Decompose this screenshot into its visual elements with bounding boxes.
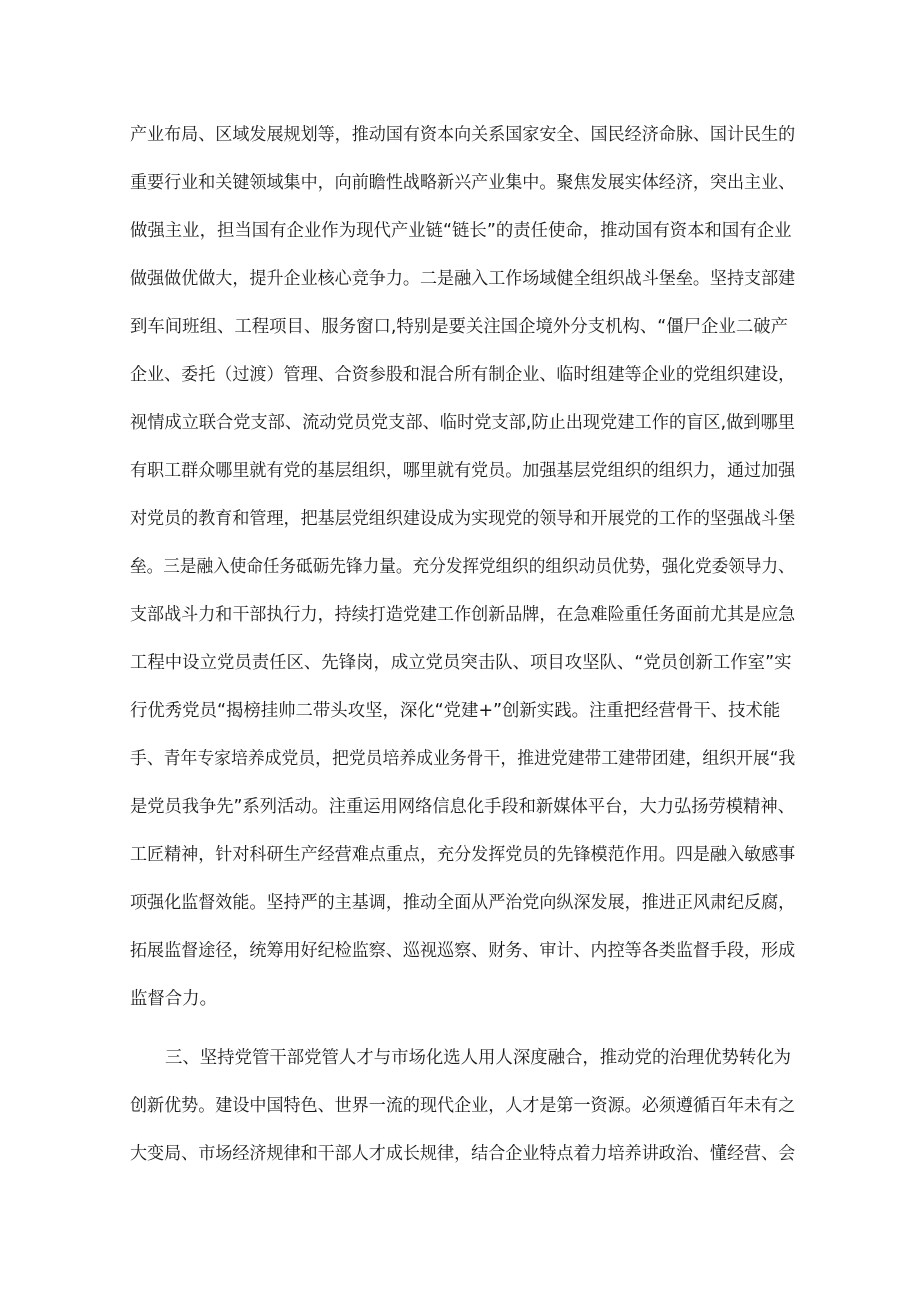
text-line: 项强化监督效能。坚持严的主基调，推动全面从严治党向纵深发展，推进正风肃纪反腐， xyxy=(130,893,796,913)
text-line: 有职工群众哪里就有党的基层组织，哪里就有党员。加强基层党组织的组织力，通过加强 xyxy=(130,461,796,481)
text-line: 做强做优做大，提升企业核心竞争力。二是融入工作场域健全组织战斗堡垒。坚持支部建 xyxy=(130,269,796,289)
text-line: 行优秀党员“揭榜挂帅二带头攻坚，深化“党建+”创新实践。注重把经营骨干、技术能 xyxy=(130,701,781,721)
text-line: 做强主业，担当国有企业作为现代产业链“链长”的责任使命，推动国有资本和国有企业 xyxy=(130,221,792,241)
text-line: 创新优势。建设中国特色、世界一流的现代企业，人才是第一资源。必须遵循百年未有之 xyxy=(130,1096,796,1116)
text-line: 三、坚持党管干部党管人才与市场化选人用人深度融合，推动党的治理优势转化为 xyxy=(165,1048,792,1068)
text-line: 工程中设立党员责任区、先锋岗，成立党员突击队、项目攻坚队、“党员创新工作室”实 xyxy=(130,653,792,673)
text-line: 是党员我争先”系列活动。注重运用网络信息化手段和新媒体平台，大力弘扬劳模精神、 xyxy=(130,797,795,817)
text-line: 支部战斗力和干部执行力，持续打造党建工作创新品牌，在急难险重任务面前尤其是应急 xyxy=(130,605,796,625)
text-line: 手、青年专家培养成党员，把党员培养成业务骨干，推进党建带工建带团建，组织开展“我 xyxy=(130,749,796,769)
text-line: 大变局、市场经济规律和干部人才成长规律，结合企业特点着力培养讲政治、懂经营、会 xyxy=(130,1144,796,1164)
text-line: 垒。三是融入使命任务砥砺先锋力量。充分发挥党组织的组织动员优势，强化党委领导力、 xyxy=(130,557,795,577)
text-line: 视情成立联合党支部、流动党员党支部、临时党支部,防止出现党建工作的盲区,做到哪里 xyxy=(130,413,795,433)
text-line: 拓展监督途径，统筹用好纪检监察、巡视巡察、财务、审计、内控等各类监督手段，形成 xyxy=(130,941,796,961)
text-line: 工匠精神，针对科研生产经营难点重点，充分发挥党员的先锋模范作用。四是融入敏感事 xyxy=(130,845,796,865)
text-line: 产业布局、区域发展规划等，推动国有资本向关系国家安全、国民经济命脉、国计民生的 xyxy=(130,125,796,145)
text-line: 企业、委托（过渡）管理、合资参股和混合所有制企业、临时组建等企业的党组织建设， xyxy=(130,365,796,385)
text-line: 重要行业和关键领域集中，向前瞻性战略新兴产业集中。聚焦发展实体经济，突出主业、 xyxy=(130,173,796,193)
text-line: 监督合力。 xyxy=(130,989,217,1009)
text-line: 对党员的教育和管理，把基层党组织建设成为实现党的领导和开展党的工作的坚强战斗堡 xyxy=(130,509,796,529)
text-line: 到车间班组、工程项目、服务窗口,特别是要关注国企境外分支机构、“僵尸企业二破产 xyxy=(130,317,788,337)
